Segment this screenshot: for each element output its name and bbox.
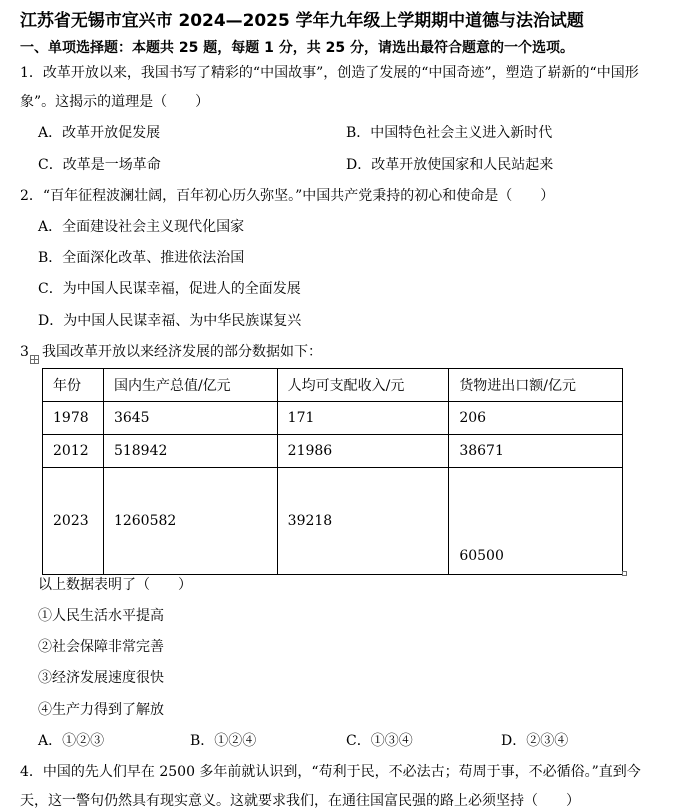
q3-option-b: B．①②④ <box>190 733 257 749</box>
q3-item-3: ③经济发展速度很快 <box>38 670 164 686</box>
q3-intro: 我国改革开放以来经济发展的部分数据如下： <box>42 344 322 360</box>
table-cell: 2012 <box>43 435 104 468</box>
q1-option-c: C．改革是一场革命 <box>38 157 161 173</box>
table-cell: 1978 <box>43 402 104 435</box>
table-cell: 3645 <box>103 402 277 435</box>
table-cell: 38671 <box>449 435 623 468</box>
q4-stem-line2: 天，这一警句仍然具有现实意义。这就要求我们，在通往国富民强的路上必须坚持（ ） <box>20 793 580 809</box>
q3-number: 3 <box>20 344 29 360</box>
q2-option-b: B．全面深化改革、推进依法治国 <box>38 250 245 266</box>
q2-option-c: C．为中国人民谋幸福，促进人的全面发展 <box>38 281 301 297</box>
table-move-handle-icon[interactable] <box>30 355 39 364</box>
q3-option-a: A．①②③ <box>38 733 105 749</box>
q1-stem-line1: 1．改革开放以来，我国书写了精彩的“中国故事”，创造了发展的“中国奇迹”，塑造了崭新的“中国形 <box>20 65 639 81</box>
table-cell: 60500 <box>449 468 623 575</box>
table-header-row <box>43 369 623 402</box>
q1-option-b: B．中国特色社会主义进入新时代 <box>346 125 553 141</box>
table-row <box>43 435 623 468</box>
q2-option-d: D．为中国人民谋幸福、为中华民族谋复兴 <box>38 313 302 329</box>
table-row <box>43 468 623 575</box>
table-cell: 206 <box>449 402 623 435</box>
table-row <box>43 402 623 435</box>
table-cell: 39218 <box>277 468 449 575</box>
table-header-cell: 货物进出口额/亿元 <box>449 369 623 402</box>
q3-option-d: D．②③④ <box>501 733 569 749</box>
table-cell: 21986 <box>277 435 449 468</box>
q3-stem: 以上数据表明了（ ） <box>38 577 192 593</box>
table-cell: 171 <box>277 402 449 435</box>
q3-item-2: ②社会保障非常完善 <box>38 639 164 655</box>
q3-option-c: C．①③④ <box>346 733 413 749</box>
table-header-cell: 人均可支配收入/元 <box>277 369 449 402</box>
q4-stem-line1: 4．中国的先人们早在 2500 多年前就认识到，“苟利于民，不必法古；苟周于事，不必循俗。”直到今 <box>20 764 641 780</box>
table-cell: 518942 <box>103 435 277 468</box>
section-heading: 一、单项选择题：本题共 25 题，每题 1 分，共 25 分，请选出最符合题意的一个选项。 <box>20 40 574 56</box>
q3-item-1: ①人民生活水平提高 <box>38 608 164 624</box>
q2-stem: 2．“百年征程波澜壮阔，百年初心历久弥坚。”中国共产党秉持的初心和使命是（ ） <box>20 188 555 204</box>
table-header-cell: 国内生产总值/亿元 <box>103 369 277 402</box>
page-title: 江苏省无锡市宜兴市 2024—2025 学年九年级上学期期中道德与法治试题 <box>20 11 584 31</box>
table-cell: 1260582 <box>103 468 277 575</box>
q1-option-d: D．改革开放使国家和人民站起来 <box>346 157 554 173</box>
q3-item-4: ④生产力得到了解放 <box>38 702 164 718</box>
table-header-cell: 年份 <box>43 369 104 402</box>
table-cell: 2023 <box>43 468 104 575</box>
q1-option-a: A．改革开放促发展 <box>38 125 161 141</box>
economic-data-table <box>42 368 623 575</box>
q2-option-a: A．全面建设社会主义现代化国家 <box>38 219 245 235</box>
table-resize-handle[interactable] <box>622 571 627 576</box>
q1-stem-line2: 象”。这揭示的道理是（ ） <box>20 94 210 110</box>
